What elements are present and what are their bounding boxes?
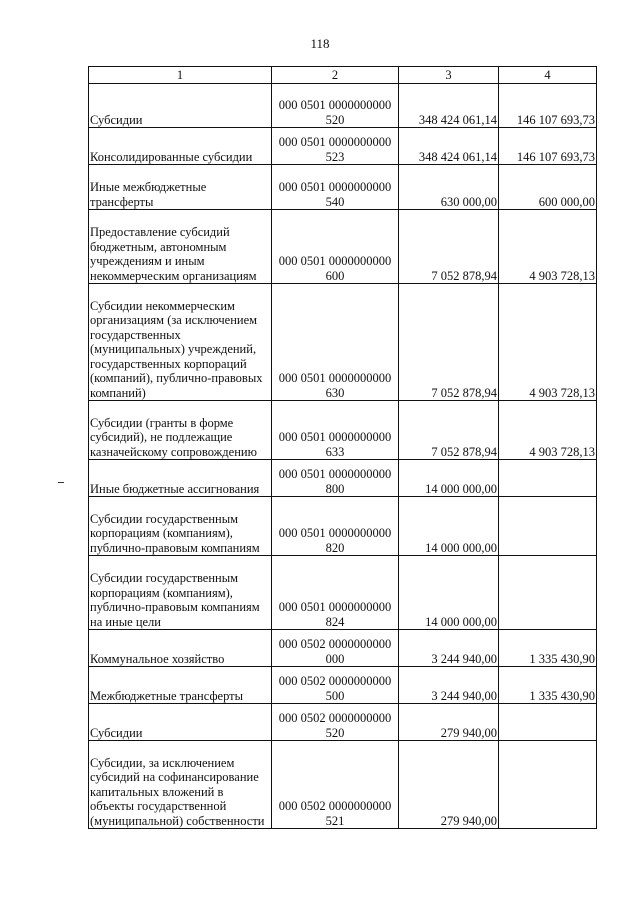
code-suffix: 820 (325, 540, 345, 555)
code-suffix: 523 (325, 149, 345, 164)
table-row (89, 667, 597, 704)
row-code (272, 84, 399, 128)
row-value-4: 4 903 728,13 (499, 284, 597, 401)
row-code (272, 165, 399, 210)
row-value-3: 348 424 061,14 (399, 128, 499, 165)
row-value-3: 3 244 940,00 (399, 630, 499, 667)
row-value-4: 600 000,00 (499, 165, 597, 210)
margin-mark (58, 482, 64, 483)
table-row (89, 556, 597, 630)
row-value-4 (499, 741, 597, 829)
page-number: 118 (310, 36, 330, 51)
code-suffix: 633 (325, 444, 345, 459)
row-value-3: 348 424 061,14 (399, 84, 499, 128)
code-suffix: 824 (325, 614, 345, 629)
row-name: Субсидии (гранты в форме субсидий), не подлежащие казначейскому сопровождению (89, 401, 272, 460)
budget-table (88, 66, 597, 829)
header-cell-2: 2 (272, 67, 399, 84)
table-row (89, 210, 597, 284)
code-suffix: 521 (325, 813, 345, 828)
row-code (272, 460, 399, 497)
row-value-3: 279 940,00 (399, 704, 499, 741)
row-value-3: 279 940,00 (399, 741, 499, 829)
row-value-4: 1 335 430,90 (499, 630, 597, 667)
row-name: Межбюджетные трансферты (89, 667, 272, 704)
row-name: Субсидии, за исключением субсидий на софинансирование капитальных вложений в объекты государственной (муниципальной) собственности (89, 741, 272, 829)
row-code (272, 741, 399, 829)
code-suffix: 520 (325, 725, 345, 740)
table-row (89, 128, 597, 165)
row-code (272, 401, 399, 460)
row-value-3: 14 000 000,00 (399, 497, 499, 556)
code-suffix: 800 (325, 481, 345, 496)
row-name: Иные бюджетные ассигнования (89, 460, 272, 497)
row-code (272, 556, 399, 630)
row-name: Коммунальное хозяйство (89, 630, 272, 667)
code-suffix: 630 (325, 385, 345, 400)
code-prefix: 000 0502 0000000000 (278, 799, 392, 813)
row-name: Предоставление субсидий бюджетным, автономным учреждениям и иным некоммерческим организациям (89, 210, 272, 284)
header-cell-3: 3 (399, 67, 499, 84)
code-suffix: 600 (325, 268, 345, 283)
code-prefix: 000 0501 0000000000 (278, 135, 392, 149)
row-value-3: 14 000 000,00 (399, 460, 499, 497)
code-prefix: 000 0501 0000000000 (278, 371, 392, 385)
code-prefix: 000 0501 0000000000 (278, 526, 392, 540)
row-code (272, 704, 399, 741)
table-row (89, 284, 597, 401)
row-name: Консолидированные субсидии (89, 128, 272, 165)
row-name: Субсидии государственным корпорациям (компаниям), публично-правовым компаниям на иные цели (89, 556, 272, 630)
code-prefix: 000 0502 0000000000 (278, 637, 392, 651)
code-prefix: 000 0502 0000000000 (278, 711, 392, 725)
row-name: Субсидии (89, 704, 272, 741)
row-code (272, 667, 399, 704)
code-suffix: 520 (325, 112, 345, 127)
code-prefix: 000 0501 0000000000 (278, 600, 392, 614)
row-value-4 (499, 556, 597, 630)
code-prefix: 000 0501 0000000000 (278, 430, 392, 444)
row-name: Субсидии государственным корпорациям (компаниям), публично-правовым компаниям (89, 497, 272, 556)
code-suffix: 000 (325, 651, 345, 666)
row-value-4: 4 903 728,13 (499, 401, 597, 460)
row-name: Субсидии некоммерческим организациям (за исключением государственных (муниципальных) учреждений, государственных корпораций (компаний), публично-правовых компаний) (89, 284, 272, 401)
row-value-4 (499, 704, 597, 741)
code-prefix: 000 0501 0000000000 (278, 467, 392, 481)
table-row (89, 460, 597, 497)
row-value-4: 4 903 728,13 (499, 210, 597, 284)
table-row (89, 497, 597, 556)
row-value-4: 146 107 693,73 (499, 84, 597, 128)
row-value-3: 7 052 878,94 (399, 284, 499, 401)
row-value-3: 3 244 940,00 (399, 667, 499, 704)
row-code (272, 128, 399, 165)
row-code (272, 210, 399, 284)
table-row (89, 401, 597, 460)
row-name: Субсидии (89, 84, 272, 128)
row-value-3: 630 000,00 (399, 165, 499, 210)
code-suffix: 540 (325, 194, 345, 209)
header-row (89, 67, 597, 84)
row-code (272, 497, 399, 556)
row-code (272, 284, 399, 401)
row-value-4: 146 107 693,73 (499, 128, 597, 165)
row-value-4 (499, 460, 597, 497)
row-value-4: 1 335 430,90 (499, 667, 597, 704)
table-row (89, 741, 597, 829)
row-value-4 (499, 497, 597, 556)
code-prefix: 000 0501 0000000000 (278, 98, 392, 112)
row-value-3: 7 052 878,94 (399, 210, 499, 284)
table-row (89, 165, 597, 210)
table-row (89, 84, 597, 128)
row-value-3: 14 000 000,00 (399, 556, 499, 630)
table-row (89, 704, 597, 741)
row-code (272, 630, 399, 667)
row-value-3: 7 052 878,94 (399, 401, 499, 460)
header-cell-1: 1 (89, 67, 272, 84)
table-row (89, 630, 597, 667)
header-cell-4: 4 (499, 67, 597, 84)
code-prefix: 000 0502 0000000000 (278, 674, 392, 688)
code-prefix: 000 0501 0000000000 (278, 180, 392, 194)
code-prefix: 000 0501 0000000000 (278, 254, 392, 268)
code-suffix: 500 (325, 688, 345, 703)
row-name: Иные межбюджетные трансферты (89, 165, 272, 210)
